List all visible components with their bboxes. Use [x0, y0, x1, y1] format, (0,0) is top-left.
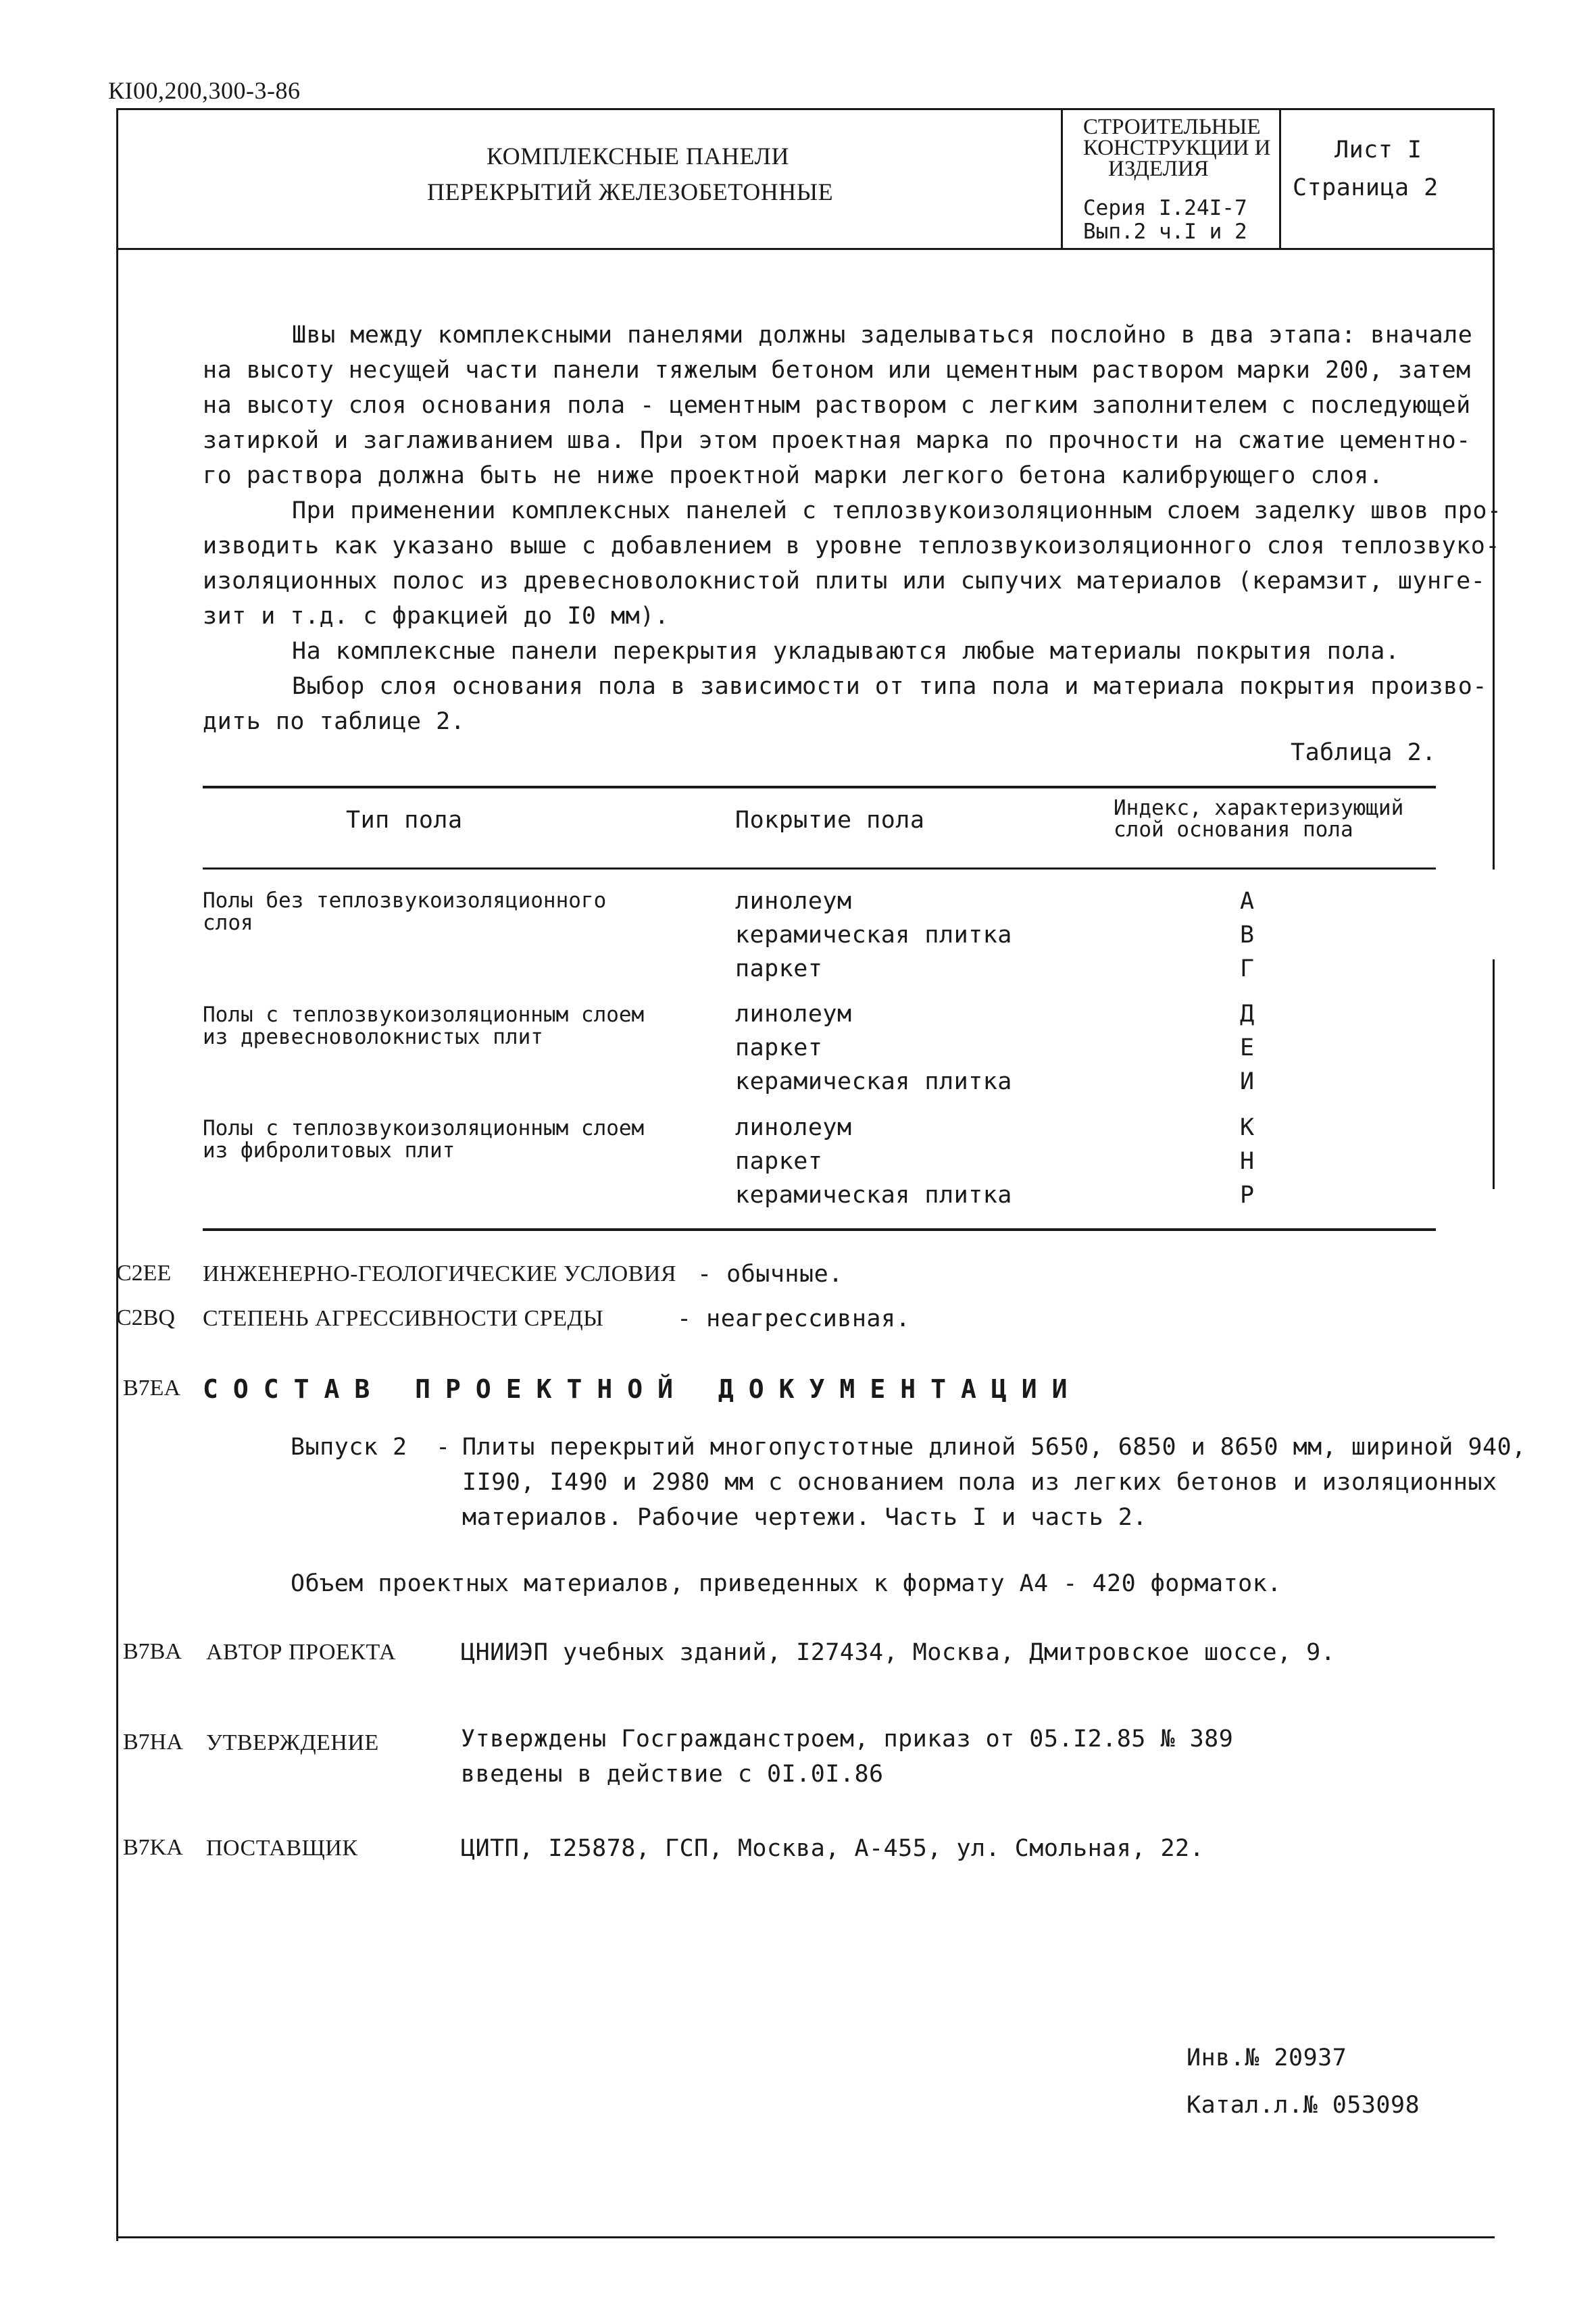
inventory-number: Инв.№ 20937 [1187, 2044, 1347, 2071]
body-text [203, 318, 1501, 739]
para2-line4: зит и т.д. с фракцией до I0 мм). [203, 603, 670, 630]
floor-type-1-line1: Полы без теплозвукоизоляционного [203, 888, 607, 913]
category-line3: ИЗДЕЛИЯ [1108, 157, 1209, 181]
issue-entry-line1: Плиты перекрытий многопустотные длиной 5650, 6850 и 8650 мм, шириной 940, [462, 1434, 1526, 1461]
table-header-index-line1: Индекс, характеризующий [1114, 796, 1404, 820]
volume-text: Объем проектных материалов, приведенных к формату А4 - 420 форматок. [291, 1570, 1282, 1597]
covering-2-3: керамическая плитка [735, 1068, 1012, 1095]
issue-entry-dash: - [436, 1434, 451, 1461]
para2-line1: При применении комплексных панелей с теплозвукоизоляционным слоем заделку швов про- [292, 497, 1502, 524]
index-2-3: И [1240, 1068, 1255, 1095]
aggressive-code: C2BQ [116, 1305, 175, 1330]
covering-1-1: линолеум [735, 888, 852, 915]
approval-value-line1: Утверждены Госгражданстроем, приказ от 05.I2.85 № 389 [461, 1726, 1234, 1753]
issue-label: Вып.2 ч.I и 2 [1083, 220, 1247, 244]
index-3-3: Р [1240, 1182, 1255, 1209]
category-line1: СТРОИТЕЛЬНЫЕ [1083, 115, 1261, 139]
covering-1-2: керамическая плитка [735, 922, 1012, 949]
floor-type-2-line1: Полы с теплозвукоизоляционным слоем [203, 1003, 645, 1027]
sheet-number: Лист I [1335, 136, 1422, 164]
covering-2-2: паркет [735, 1034, 823, 1061]
para1-line2: на высоту несущей части панели тяжелым бетоном или цементным раствором марки 200, затем [203, 357, 1471, 384]
approval-value-line2: введены в действие с 0I.0I.86 [461, 1761, 884, 1788]
covering-3-3: керамическая плитка [735, 1182, 1012, 1209]
covering-3-2: паркет [735, 1148, 823, 1175]
composition-code: B7EA [123, 1376, 180, 1401]
approval-label: УТВЕРЖДЕНИЕ [206, 1730, 379, 1755]
document-title-line1: КОМПЛЕКСНЫЕ ПАНЕЛИ [487, 143, 789, 170]
index-2-1: Д [1240, 1001, 1255, 1028]
para4-line2: дить по таблице 2. [203, 708, 466, 735]
floor-type-2-line2: из древесноволокнистых плит [203, 1025, 543, 1049]
table-header-index-line2: слой основания пола [1114, 818, 1353, 842]
geology-value: - обычные. [697, 1261, 843, 1288]
aggressive-value: - неагрессивная. [677, 1305, 911, 1332]
supplier-label: ПОСТАВЩИК [206, 1836, 358, 1861]
composition-heading: СОСТАВ ПРОЕКТНОЙ ДОКУМЕНТАЦИИ [203, 1374, 1082, 1404]
series-label: Серия I.24I-7 [1083, 196, 1247, 220]
table-caption: Таблица 2. [1291, 739, 1437, 766]
document-code: КI00,200,300-3-86 [108, 77, 301, 104]
covering-3-1: линолеум [735, 1114, 852, 1141]
author-code: B7BA [123, 1639, 182, 1664]
para3-line1: На комплексные панели перекрытия укладываются любые материалы покрытия пола. [292, 638, 1400, 665]
index-3-1: К [1240, 1114, 1255, 1141]
page-number: Страница 2 [1293, 174, 1439, 201]
para4-line1: Выбор слоя основания пола в зависимости от типа пола и материала покрытия произво- [292, 673, 1487, 700]
table-header-type: Тип пола [346, 807, 463, 834]
category-line2: КОНСТРУКЦИИ И [1083, 136, 1271, 160]
para1-line3: на высоту слоя основания пола - цементным раствором с легким заполнителем с последующей [203, 392, 1471, 419]
index-1-2: В [1240, 922, 1255, 949]
supplier-code: B7KA [123, 1835, 183, 1860]
floor-type-3-line1: Полы с теплозвукоизоляционным слоем [203, 1116, 645, 1140]
table-header-covering: Покрытие пола [735, 807, 925, 834]
catalog-number: Катал.л.№ 053098 [1187, 2092, 1420, 2119]
issue-entry-line2: II90, I490 и 2980 мм с основанием пола из легких бетонов и изоляционных [462, 1469, 1497, 1496]
covering-2-1: линолеум [735, 1001, 852, 1028]
author-label: АВТОР ПРОЕКТА [206, 1640, 397, 1665]
floor-type-3-line2: из фибролитовых плит [203, 1138, 455, 1163]
covering-1-3: паркет [735, 955, 823, 982]
para1-line1: Швы между комплексными панелями должны заделываться послойно в два этапа: вначале [292, 322, 1473, 349]
document-title-line2: ПЕРЕКРЫТИЙ ЖЕЛЕЗОБЕТОННЫЕ [427, 178, 834, 205]
issue-entry-line3: материалов. Рабочие чертежи. Часть I и часть 2. [462, 1504, 1147, 1531]
para1-line4: затиркой и заглаживанием шва. При этом проектная марка по прочности на сжатие цементно- [203, 427, 1471, 454]
index-2-2: Е [1240, 1034, 1255, 1061]
aggressive-label: СТЕПЕНЬ АГРЕССИВНОСТИ СРЕДЫ [203, 1306, 604, 1331]
supplier-value: ЦИТП, I25878, ГСП, Москва, А-455, ул. Смольная, 22. [461, 1835, 1205, 1862]
para1-line5: го раствора должна быть не ниже проектной марки легкого бетона калибрующего слоя. [203, 462, 1384, 489]
geology-label: ИНЖЕНЕРНО-ГЕОЛОГИЧЕСКИЕ УСЛОВИЯ [203, 1261, 677, 1286]
issue-entry-label: Выпуск 2 [291, 1434, 407, 1461]
geology-code: C2EE [116, 1261, 172, 1286]
index-1-3: Г [1240, 955, 1255, 982]
author-value: ЦНИИЭП учебных зданий, I27434, Москва, Дмитровское шоссе, 9. [461, 1639, 1336, 1666]
para2-line3: изоляционных полос из древесноволокнистой плиты или сыпучих материалов (керамзит, шунге- [203, 568, 1486, 595]
index-1-1: А [1240, 888, 1255, 915]
index-3-2: Н [1240, 1148, 1255, 1175]
approval-code: B7HA [123, 1730, 183, 1755]
floor-type-1-line2: слоя [203, 911, 253, 935]
para2-line2: изводить как указано выше с добавлением в уровне теплозвукоизоляционного слоя теплозвуко- [203, 532, 1500, 559]
